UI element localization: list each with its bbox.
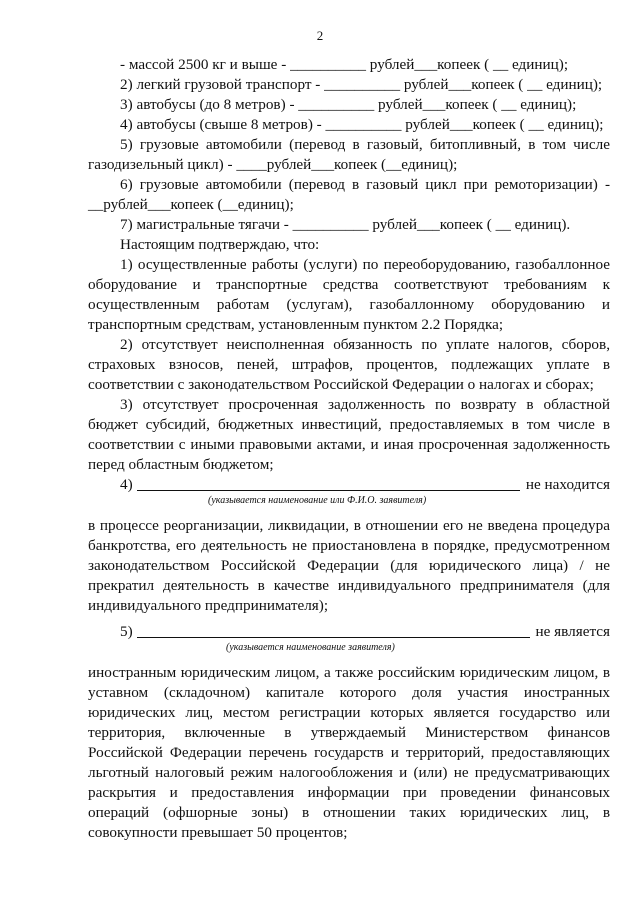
line-bus-up-to-8m: 3) автобусы (до 8 метров) - __________ рублей___копеек ( __ единиц); — [120, 96, 577, 113]
line-light-truck: 2) легкий грузовой транспорт - __________ рублей___копеек ( __ единиц); — [120, 76, 603, 93]
clause-4-fill-row — [88, 475, 610, 495]
line-mass-2500: - массой 2500 кг и выше - __________ рублей___копеек ( __ единиц); — [120, 56, 569, 73]
clause-5-text: иностранным юридическим лицом, а также российским юридическим лицом, в уставном (складочном) капитале которого доля участия иностранных юридических лиц, местом регистрации которых является государство или территория, включенные в утверждаемый Министерством финансов Российской Федерации перечень государств и территорий, предоставляющих льготный налоговый режим налогообложения и (или) не предусматривающих раскрытия и предоставления информации при проведении финансовых операций (офшорные зоны) в отношении таких юридических лиц, в совокупности превышает 50 процентов; — [88, 664, 610, 841]
clause-5-number: 5) — [120, 623, 133, 640]
clause-5-tail: не является — [535, 623, 610, 640]
line-trucks-remotorization: 6) грузовые автомобили (перевод в газовый цикл при ремоторизации) - __рублей___копеек (__единиц); — [88, 176, 610, 213]
page-number: 2 — [316, 28, 324, 43]
clause-4-text: в процессе реорганизации, ликвидации, в отношении его не введена процедура банкротства, его деятельность не приостановлена в порядке, предусмотренном законодательством Российской Федерации (для юридического лица) / не прекратил деятельность в качестве индивидуального предпринимателя (для индивидуального предпринимателя); — [88, 517, 610, 614]
line-trunk-tractors: 7) магистральные тягачи - __________ рублей___копеек ( __ единиц). — [120, 216, 571, 233]
clause-5-fill-row — [88, 622, 610, 642]
applicant-name-field[interactable] — [137, 475, 520, 491]
clause-4-number: 4) — [120, 476, 133, 493]
line-bus-over-8m: 4) автобусы (свыше 8 метров) - __________ рублей___копеек ( __ единиц); — [120, 116, 604, 133]
line-trucks-gas-conversion: 5) грузовые автомобили (перевод в газовый, битопливный, в том числе газодизельный цикл) - ____рублей___копеек (__единиц); — [88, 136, 610, 173]
clause-5-hint: (указывается наименование заявителя) — [226, 642, 395, 653]
confirm-heading: Настоящим подтверждаю, что: — [120, 236, 320, 253]
document-body — [88, 55, 610, 843]
applicant-title-field[interactable] — [137, 622, 530, 638]
clause-4-hint: (указывается наименование или Ф.И.О. заявителя) — [208, 495, 427, 506]
clause-2: 2) отсутствует неисполненная обязанность по уплате налогов, сборов, страховых взносов, пеней, штрафов, процентов, подлежащих уплате в соответствии с законодательством Российской Федерации о налогах и сборах; — [88, 336, 610, 393]
clause-3: 3) отсутствует просроченная задолженность по возврату в областной бюджет субсидий, бюджетных инвестиций, предоставляемых в том числе в соответствии с иными правовыми актами, и иная просроченная задолженность перед областным бюджетом; — [88, 396, 610, 473]
clause-1: 1) осуществленные работы (услуги) по переоборудованию, газобаллонное оборудование и транспортные средства соответствуют требованиям к осуществленным работам (услугам), газобаллонному оборудованию и транспортным средствам, установленным пунктом 2.2 Порядка; — [88, 256, 610, 333]
clause-4-tail: не находится — [525, 476, 610, 493]
